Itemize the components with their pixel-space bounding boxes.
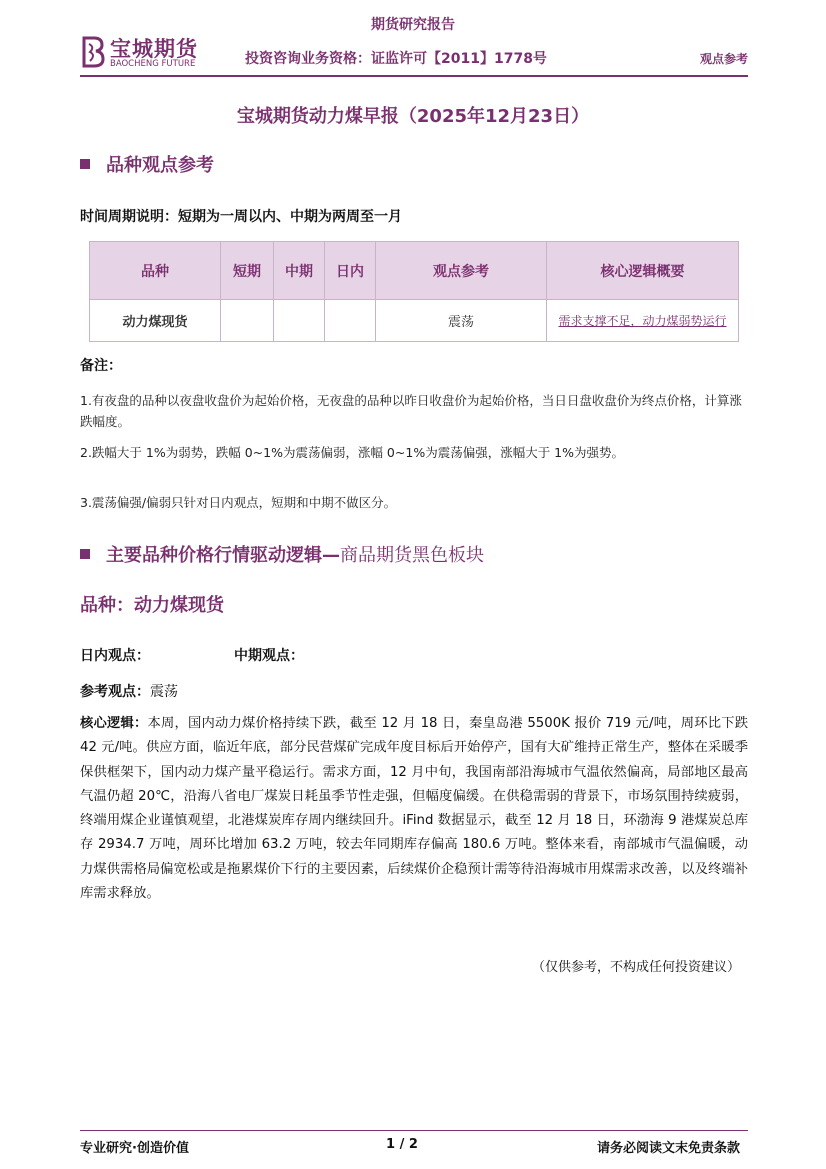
- table-header-row: [90, 242, 739, 300]
- footer-disclaimer-link: 请务必阅读文末免责条款: [596, 1141, 740, 1156]
- note-1: 1.有夜盘的品种以夜盘收盘价为起始价格，无夜盘的品种以昨日收盘价为起始价格，当日日盘收盘价为终点价格，计算涨跌幅度。: [80, 393, 742, 429]
- footer-slogan: 专业研究·创造价值: [80, 1141, 189, 1156]
- col-header-short: 短期: [221, 242, 274, 300]
- variety-heading: 品种：动力煤现货: [80, 595, 224, 616]
- section-heading-text: 品种观点参考: [106, 155, 214, 176]
- col-header-mid: 中期: [274, 242, 325, 300]
- table-row: [90, 300, 739, 342]
- square-bullet-icon: [80, 549, 90, 559]
- cell-mid: [274, 300, 325, 342]
- period-note: 时间周期说明：短期为一周以内、中期为两周至一月: [80, 209, 402, 225]
- core-logic-text: 本周，国内动力煤价格持续下跌，截至 12 月 18 日，秦皇岛港 5500K 报价 719 元/吨，周环比下跌 42 元/吨。供应方面，临近年底，部分民营煤矿完成年度目标后开始停产，国有大矿维持正常生产，整体在采暖季保供框架下，国内动力煤产量平稳运行。需求方面，12 月中旬，我国南部沿海城市气温依然偏高，局部地区最高气温仍超 20℃，沿海八省电厂煤炭日耗虽季节性走强，但幅度偏缓。在供稳需弱的背景下，市场氛围持续疲弱，终端用煤企业谨慎观望，北港煤炭库存周内继续回升。iFind 数据显示，截至 12 月 18 日，环渤海 9 港煤炭总库存 2934.7 万吨，周环比增加 63.2 万吨，较去年同期库存偏高 180.6 万吨。整体来看，南部城市气温偏暖，动力煤供需格局偏宽松或是拖累煤价下行的主要因素，后续煤价企稳预计需等待沿海城市用煤需求改善，以及终端补库需求释放。: [80, 716, 748, 902]
- section-heading-drivers: [80, 541, 484, 567]
- footer-divider: [80, 1130, 748, 1131]
- section-heading-views: [80, 151, 214, 177]
- page-number: 1 / 2: [386, 1137, 418, 1152]
- company-logo: [80, 33, 210, 73]
- logo-mark-icon: [80, 35, 106, 69]
- notes-label: 备注：: [80, 358, 122, 374]
- section-heading-light: 商品期货黑色板块: [340, 545, 484, 566]
- col-header-intraday: 日内: [325, 242, 376, 300]
- reference-view: [80, 681, 178, 701]
- core-logic-label: 核心逻辑：: [80, 716, 148, 731]
- note-2: 2.跌幅大于 1%为弱势，跌幅 0~1%为震荡偏弱，涨幅 0~1%为震荡偏强，涨幅大于 1%为强势。: [80, 445, 624, 460]
- cell-view: 震荡: [376, 300, 547, 342]
- reference-view-value: 震荡: [150, 684, 178, 700]
- cell-logic[interactable]: [547, 300, 739, 342]
- logo-text-cn: 宝城期货: [110, 36, 198, 61]
- col-header-logic: 核心逻辑概要: [547, 242, 739, 300]
- cell-variety: 动力煤现货: [90, 300, 221, 342]
- square-bullet-icon: [80, 159, 90, 169]
- col-header-variety: 品种: [90, 242, 221, 300]
- header-divider: [80, 75, 748, 77]
- mid-view-label: 中期观点：: [234, 648, 304, 664]
- core-logic-paragraph: [80, 712, 748, 906]
- page-title: 宝城期货动力煤早报（2025年12月23日）: [236, 106, 590, 127]
- section-heading-bold: 主要品种价格行情驱动逻辑—: [106, 545, 340, 566]
- reference-view-label: 参考观点：: [80, 684, 150, 700]
- logic-link[interactable]: 需求支撑不足，动力煤弱势运行: [558, 314, 727, 328]
- header-right-label: 观点参考: [699, 52, 748, 66]
- views-table: [89, 241, 739, 342]
- cell-short: [221, 300, 274, 342]
- qualification-text: 投资咨询业务资格：证监许可【2011】1778号: [245, 51, 547, 67]
- cell-intraday: [325, 300, 376, 342]
- note-3: 3.震荡偏强/偏弱只针对日内观点，短期和中期不做区分。: [80, 495, 397, 510]
- logo-text-en: BAOCHENG FUTURE: [110, 59, 196, 69]
- intraday-view-label: 日内观点：: [80, 648, 150, 664]
- report-type: 期货研究报告: [371, 17, 455, 33]
- col-header-view: 观点参考: [376, 242, 547, 300]
- disclaimer-note: （仅供参考，不构成任何投资建议）: [531, 960, 740, 975]
